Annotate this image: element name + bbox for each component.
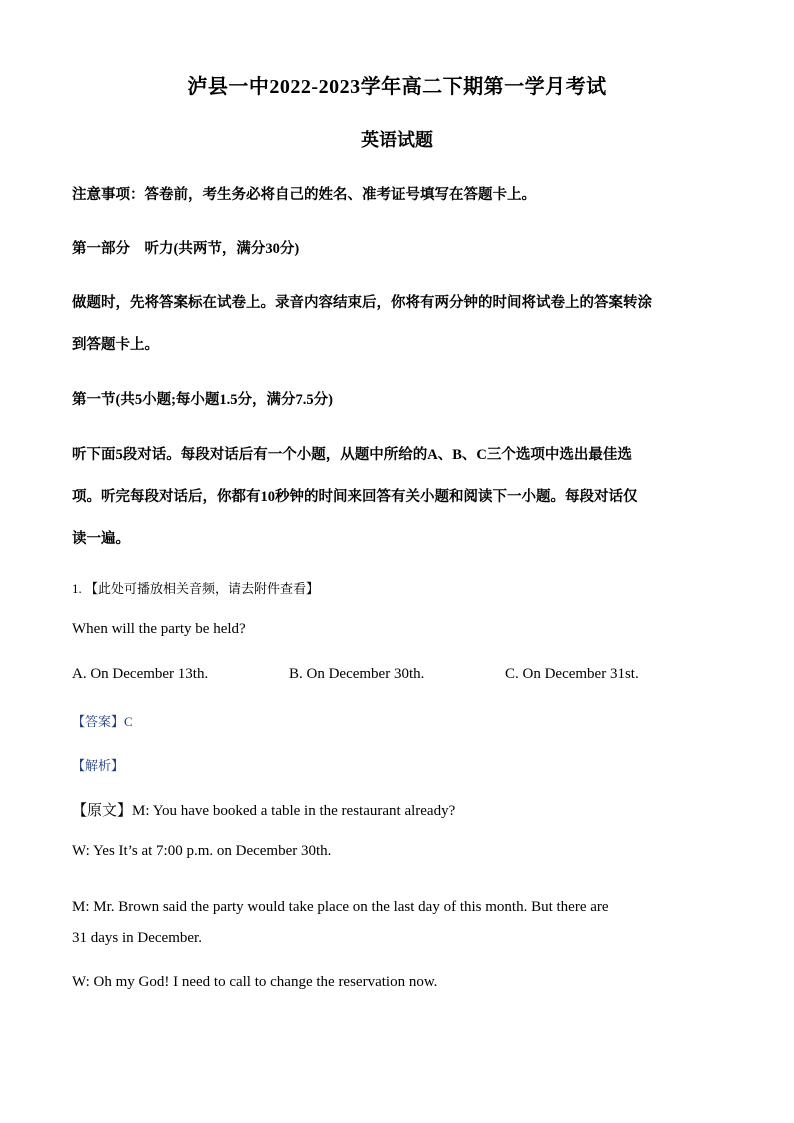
analysis-label: 【解析】 [72, 758, 125, 773]
answer-label: 【答案】C [72, 714, 133, 729]
option-c: C. On December 31st. [505, 666, 639, 682]
transfer-instruction-line2: 到答题卡上。 [72, 337, 159, 353]
question-stem: When will the party be held? [72, 621, 246, 637]
notice-text: 注意事项：答卷前，考生务必将自己的姓名、准考证号填写在答题卡上。 [72, 187, 536, 203]
option-a: A. On December 13th. [72, 666, 209, 682]
transcript-line: W: Yes It’s at 7:00 p.m. on December 30th. [72, 843, 332, 859]
page-subtitle: 英语试题 [361, 130, 433, 150]
part1-heading: 第一部分 听力(共两节，满分30分) [72, 241, 300, 257]
transcript-line: M: Mr. Brown said the party would take place on the last day of this month. But there are [72, 899, 609, 915]
listen-instruction-line2: 项。听完每段对话后，你都有10秒钟的时间来回答有关小题和阅读下一小题。每段对话仅 [72, 489, 638, 505]
transcript-line: 31 days in December. [72, 930, 202, 946]
transfer-instruction-line1: 做题时，先将答案标在试卷上。录音内容结束后，你将有两分钟的时间将试卷上的答案转涂 [72, 295, 652, 311]
option-b: B. On December 30th. [289, 666, 425, 682]
transcript-line: W: Oh my God! I need to call to change the reservation now. [72, 974, 438, 990]
page-title: 泸县一中2022-2023学年高二下期第一学月考试 [187, 76, 607, 98]
section1-heading: 第一节(共5小题;每小题1.5分，满分7.5分) [72, 392, 333, 408]
audio-note: 1. 【此处可播放相关音频，请去附件查看】 [72, 581, 320, 596]
transcript-line: 【原文】M: You have booked a table in the restaurant already? [72, 803, 456, 819]
listen-instruction-line3: 读一遍。 [72, 531, 130, 547]
listen-instruction-line1: 听下面5段对话。每段对话后有一个小题，从题中所给的A、B、C三个选项中选出最佳选 [72, 447, 632, 463]
